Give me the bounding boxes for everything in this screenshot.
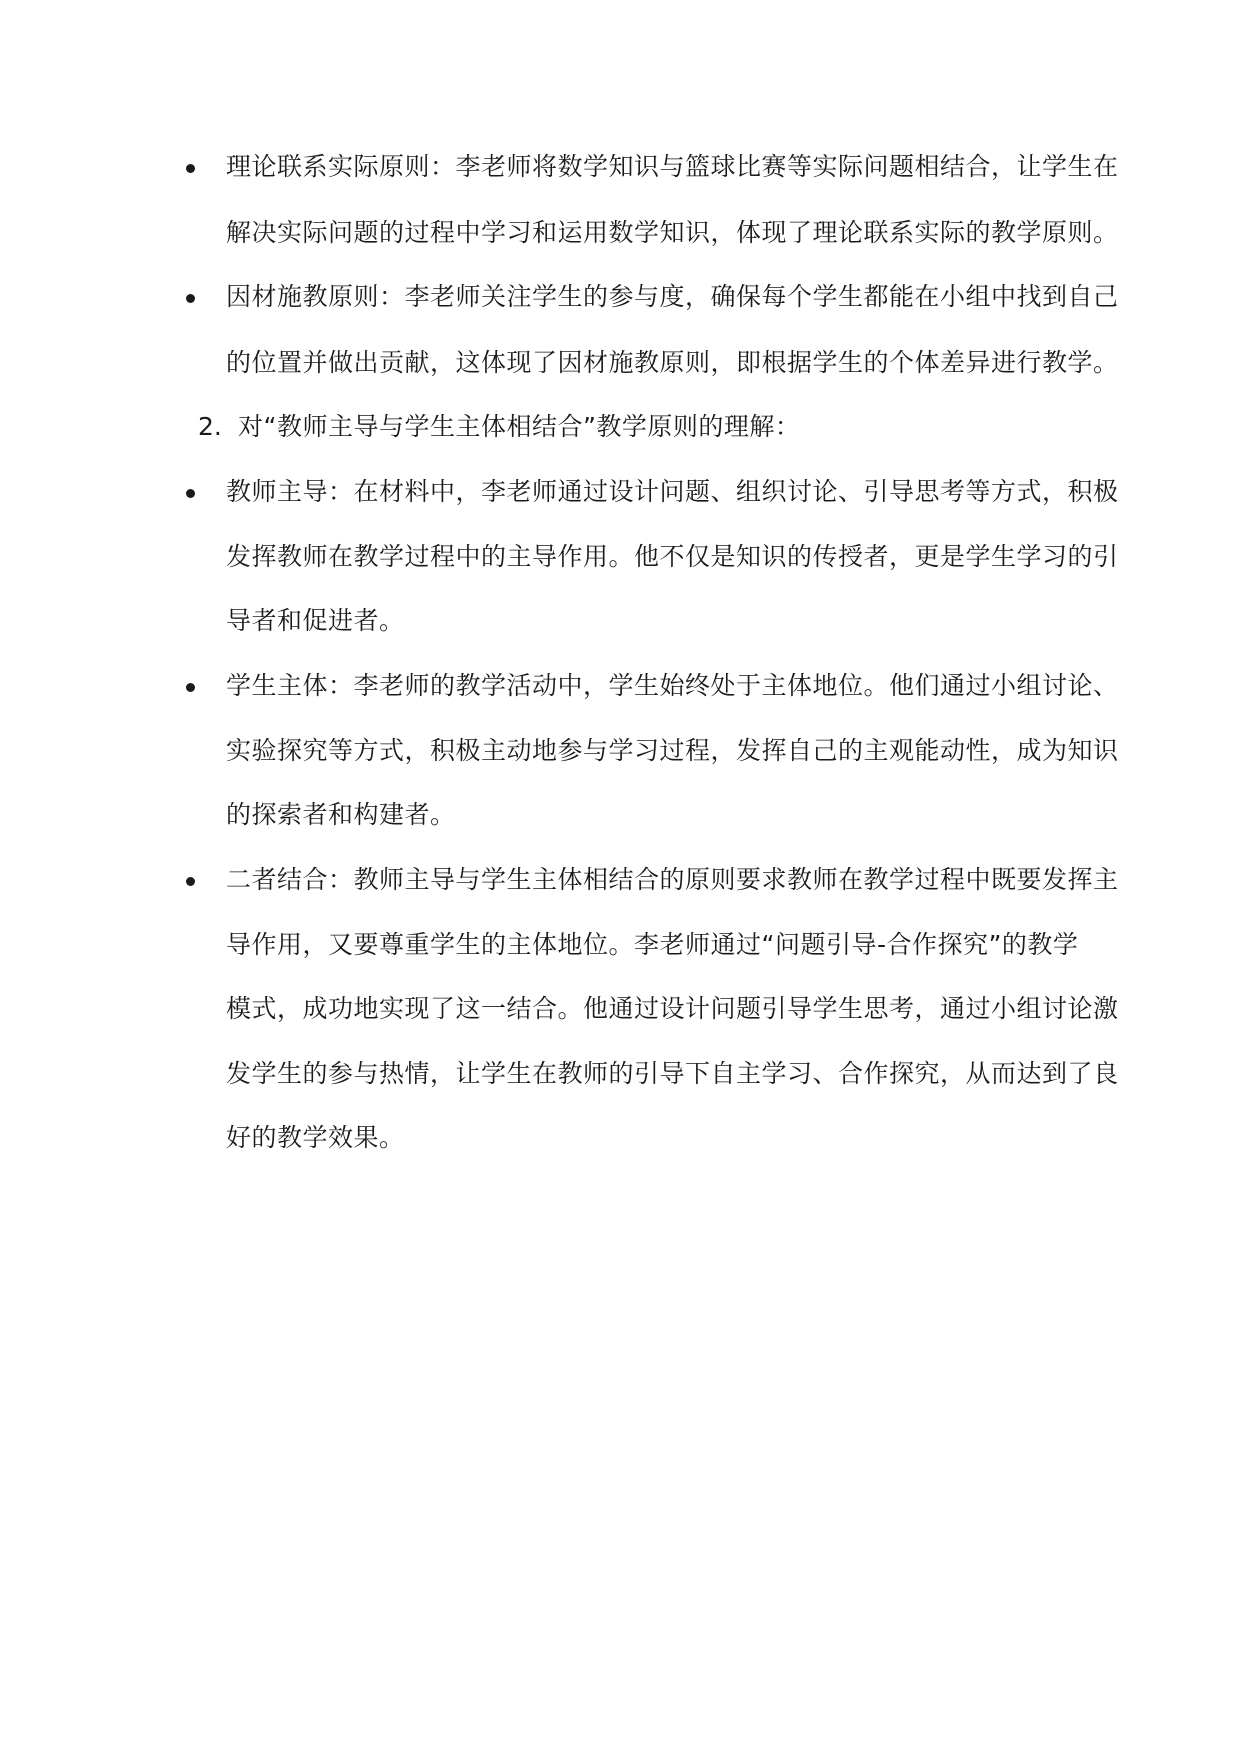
bullet-icon <box>186 294 195 303</box>
list-item-line: 的探索者和构建者。 <box>226 800 456 829</box>
list-item-line: 理论联系实际原则：李老师将数学知识与篮球比赛等实际问题相结合，让学生在 <box>226 152 1119 181</box>
bullet-icon <box>186 164 195 173</box>
section-heading: 对“教师主导与学生主体相结合”教学原则的理解： <box>238 412 801 441</box>
list-item-line: 好的教学效果。 <box>226 1123 405 1152</box>
list-item-line: 导者和促进者。 <box>226 606 405 635</box>
bullet-icon <box>186 877 195 886</box>
section-number: 2. <box>198 412 222 441</box>
list-item-line: 解决实际问题的过程中学习和运用数学知识，体现了理论联系实际的教学原则。 <box>226 218 1119 247</box>
list-item-line: 学生主体：李老师的教学活动中，学生始终处于主体地位。他们通过小组讨论、 <box>226 671 1119 700</box>
bullet-icon <box>186 683 195 692</box>
list-item-line: 教师主导：在材料中，李老师通过设计问题、组织讨论、引导思考等方式，积极 <box>226 477 1119 506</box>
bullet-icon <box>186 489 195 498</box>
list-item-line: 二者结合：教师主导与学生主体相结合的原则要求教师在教学过程中既要发挥主 <box>226 865 1119 894</box>
list-item-line: 导作用，又要尊重学生的主体地位。李老师通过“问题引导-合作探究”的教学 <box>226 930 1079 959</box>
list-item-line: 发学生的参与热情，让学生在教师的引导下自主学习、合作探究，从而达到了良 <box>226 1059 1119 1088</box>
list-item-line: 发挥教师在教学过程中的主导作用。他不仅是知识的传授者，更是学生学习的引 <box>226 542 1119 571</box>
list-item-line: 因材施教原则：李老师关注学生的参与度，确保每个学生都能在小组中找到自己 <box>226 282 1119 311</box>
list-item-line: 实验探究等方式，积极主动地参与学习过程，发挥自己的主观能动性，成为知识 <box>226 736 1119 765</box>
list-item-line: 的位置并做出贡献，这体现了因材施教原则，即根据学生的个体差异进行教学。 <box>226 348 1119 377</box>
list-item-line: 模式，成功地实现了这一结合。他通过设计问题引导学生思考，通过小组讨论激 <box>226 994 1119 1023</box>
